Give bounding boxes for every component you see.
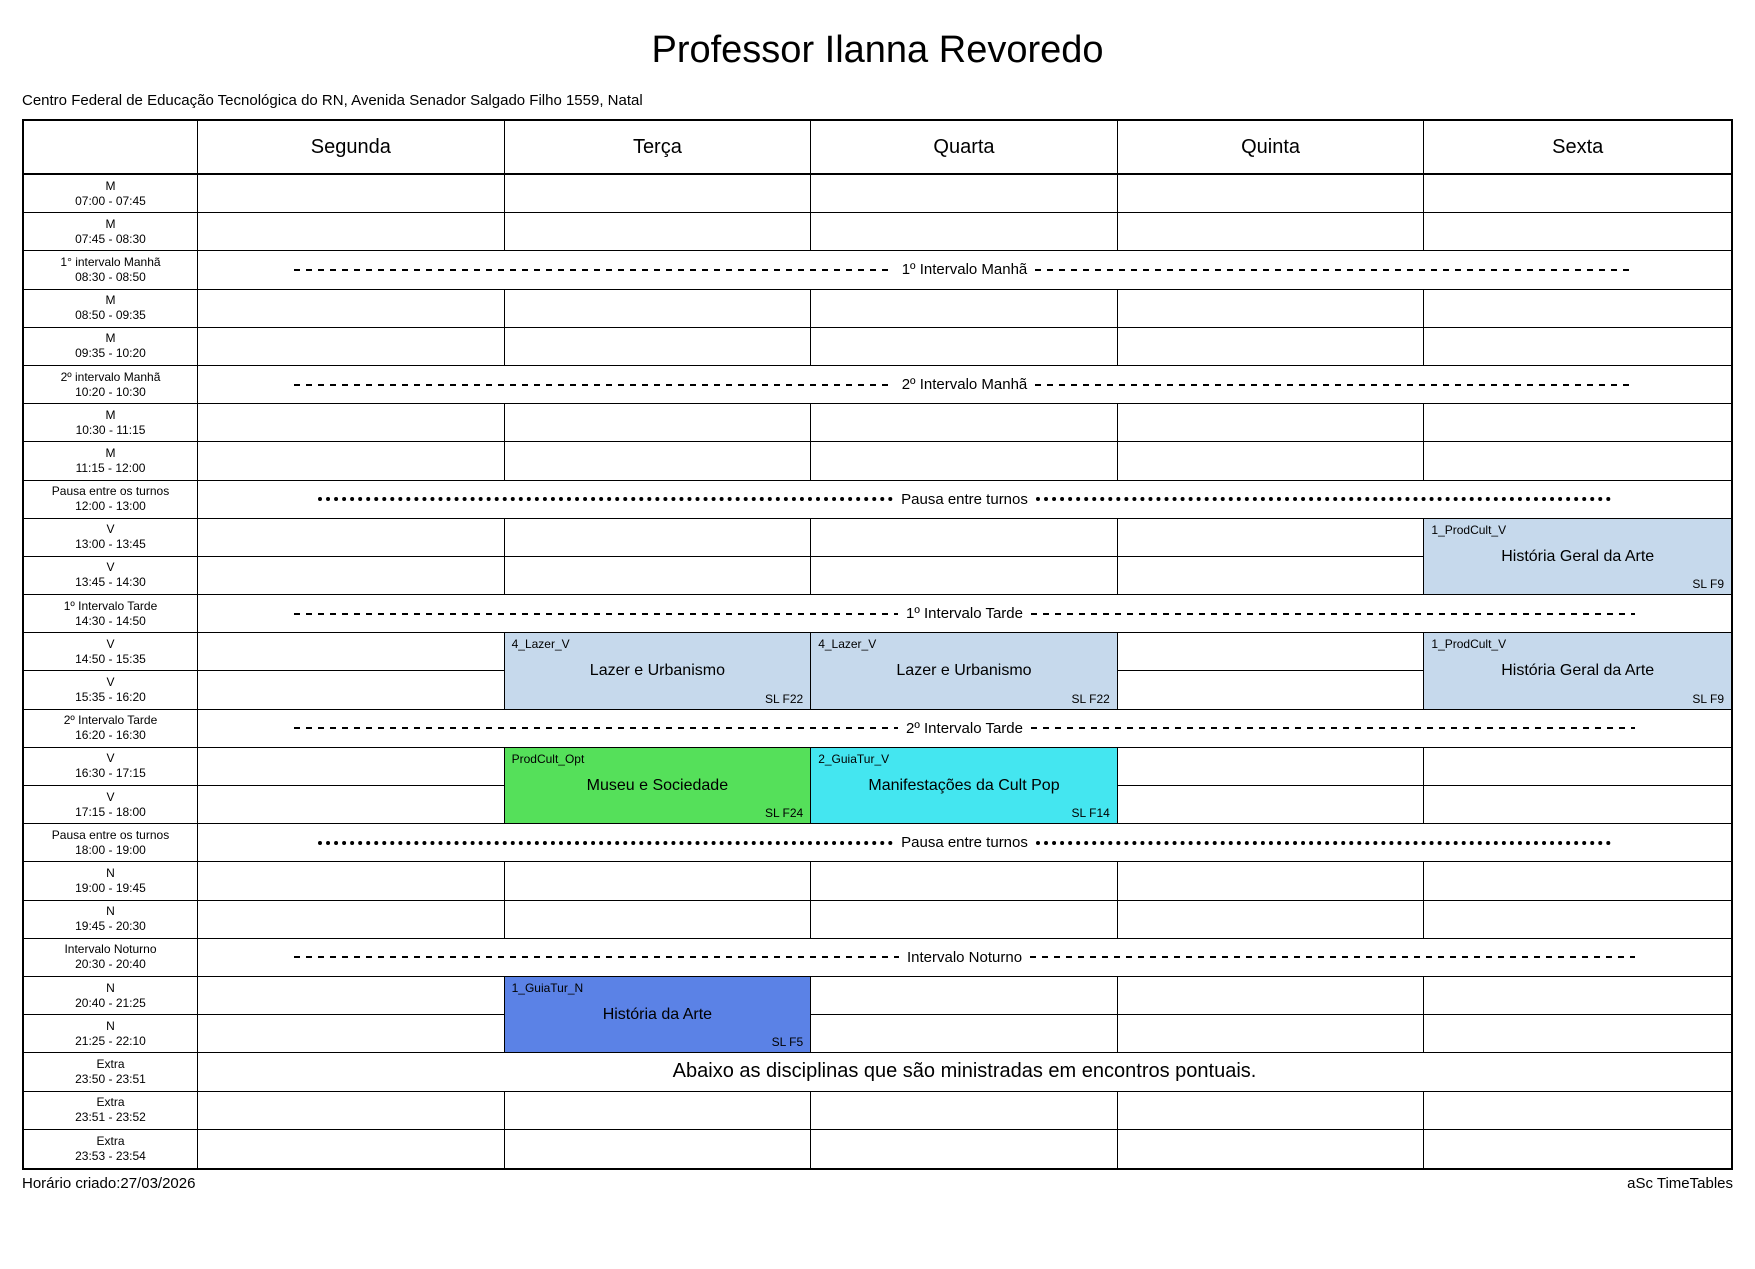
- empty-cell: [1424, 786, 1731, 824]
- empty-cell: [198, 557, 505, 595]
- lesson-subject: História Geral da Arte: [1501, 662, 1655, 680]
- empty-cell: [1424, 1092, 1731, 1130]
- dotted-line: [1036, 497, 1611, 501]
- empty-cell: [505, 290, 812, 328]
- day-header-sexta: Sexta: [1424, 121, 1731, 175]
- empty-cell: [198, 213, 505, 251]
- empty-cell: [1118, 557, 1425, 595]
- empty-cell: [811, 290, 1118, 328]
- time-slot: 1° intervalo Manhã 08:30 - 08:50: [24, 251, 198, 289]
- empty-cell: [505, 442, 812, 480]
- empty-cell: [811, 557, 1118, 595]
- empty-cell: [1118, 1092, 1425, 1130]
- empty-cell: [811, 175, 1118, 213]
- dashed-line: [294, 613, 898, 615]
- timetable-grid: [22, 119, 1733, 1170]
- empty-cell: [1118, 1130, 1425, 1168]
- empty-cell: [505, 328, 812, 366]
- lesson-tag: 4_Lazer_V: [511, 637, 570, 652]
- empty-cell: [198, 290, 505, 328]
- empty-cell: [198, 519, 505, 557]
- empty-cell: [1118, 519, 1425, 557]
- separator-intervalo-tarde-2: 2º Intervalo Tarde: [198, 710, 1731, 748]
- lesson-room: SL F24: [764, 806, 804, 821]
- lesson-room: SL F5: [771, 1035, 804, 1050]
- empty-cell: [811, 1130, 1118, 1168]
- time-slot: Pausa entre os turnos 18:00 - 19:00: [24, 824, 198, 862]
- lesson-room: SL F22: [1071, 691, 1110, 706]
- time-slot: V 15:35 - 16:20: [24, 671, 198, 709]
- empty-cell: [198, 862, 505, 900]
- empty-cell: [811, 977, 1118, 1015]
- time-slot: Intervalo Noturno 20:30 - 20:40: [24, 939, 198, 977]
- empty-cell: [1118, 977, 1425, 1015]
- empty-cell: [1424, 442, 1731, 480]
- empty-cell: [505, 213, 812, 251]
- empty-cell: [1118, 671, 1425, 709]
- dotted-line: [318, 841, 893, 845]
- empty-cell: [1118, 442, 1425, 480]
- page-title: Professor Ilanna Revoredo: [651, 29, 1104, 71]
- empty-cell: [198, 328, 505, 366]
- lesson-lazer-urbanismo-quarta[interactable]: [811, 633, 1118, 709]
- time-slot: V 17:15 - 18:00: [24, 786, 198, 824]
- separator-pausa-turnos-1: Pausa entre turnos: [198, 481, 1731, 519]
- empty-cell: [505, 175, 812, 213]
- empty-cell: [198, 977, 505, 1015]
- lesson-tag: 4_Lazer_V: [818, 637, 877, 652]
- empty-cell: [811, 213, 1118, 251]
- lesson-room: SL F9: [1692, 691, 1724, 706]
- empty-cell: [811, 328, 1118, 366]
- empty-cell: [198, 404, 505, 442]
- empty-cell: [811, 862, 1118, 900]
- empty-cell: [198, 901, 505, 939]
- lesson-subject: Manifestações da Cult Pop: [868, 777, 1060, 794]
- lesson-tag: 1_ProdCult_V: [1431, 522, 1507, 537]
- empty-cell: [198, 1092, 505, 1130]
- lesson-subject: História Geral da Arte: [1501, 547, 1655, 565]
- separator-intervalo-noturno: Intervalo Noturno: [198, 939, 1731, 977]
- separator-intervalo-tarde-1: 1º Intervalo Tarde: [198, 595, 1731, 633]
- time-slot: V 13:00 - 13:45: [24, 519, 198, 557]
- lesson-manifestacoes-cult-pop-quarta[interactable]: [811, 748, 1118, 824]
- lesson-room: SL F14: [1071, 806, 1110, 821]
- empty-cell: [1118, 175, 1425, 213]
- empty-cell: [1424, 1130, 1731, 1168]
- time-slot: M 08:50 - 09:35: [24, 290, 198, 328]
- time-slot: V 16:30 - 17:15: [24, 748, 198, 786]
- empty-cell: [1118, 290, 1425, 328]
- dotted-line: [318, 497, 893, 501]
- empty-cell: [1118, 328, 1425, 366]
- empty-cell: [1424, 328, 1731, 366]
- time-slot: Extra 23:50 - 23:51: [24, 1053, 198, 1091]
- empty-cell: [198, 748, 505, 786]
- time-slot: V 14:50 - 15:35: [24, 633, 198, 671]
- lesson-subject: História da Arte: [602, 1006, 713, 1024]
- lesson-historia-geral-arte-sexta-1300[interactable]: [1424, 519, 1731, 595]
- lesson-tag: 2_GuiaTur_V: [818, 751, 890, 766]
- dashed-line: [1035, 269, 1635, 271]
- separator-pausa-turnos-2: Pausa entre turnos: [198, 824, 1731, 862]
- empty-cell: [1118, 213, 1425, 251]
- empty-cell: [1424, 213, 1731, 251]
- dashed-line: [1031, 613, 1635, 615]
- empty-cell: [1118, 786, 1425, 824]
- lesson-historia-da-arte-terca[interactable]: [505, 977, 812, 1053]
- empty-cell: [505, 557, 812, 595]
- lesson-tag: 1_ProdCult_V: [1431, 637, 1507, 652]
- time-slot: N 21:25 - 22:10: [24, 1015, 198, 1053]
- empty-cell: [1118, 404, 1425, 442]
- day-header-quinta: Quinta: [1118, 121, 1425, 175]
- empty-cell: [811, 404, 1118, 442]
- day-header-quarta: Quarta: [811, 121, 1118, 175]
- school-address: Centro Federal de Educação Tecnológica do RN, Avenida Senador Salgado Filho 1559, Natal: [22, 92, 643, 109]
- empty-cell: [1424, 862, 1731, 900]
- empty-cell: [811, 1092, 1118, 1130]
- empty-cell: [1424, 175, 1731, 213]
- time-slot: Pausa entre os turnos 12:00 - 13:00: [24, 481, 198, 519]
- empty-cell: [505, 901, 812, 939]
- separator-intervalo-manha-2: 2º Intervalo Manhã: [198, 366, 1731, 404]
- time-slot: Extra 23:51 - 23:52: [24, 1092, 198, 1130]
- dotted-line: [1036, 841, 1611, 845]
- empty-cell: [1118, 901, 1425, 939]
- day-header-segunda: Segunda: [198, 121, 505, 175]
- empty-cell: [1424, 404, 1731, 442]
- time-slot: 2º Intervalo Tarde 16:20 - 16:30: [24, 710, 198, 748]
- empty-cell: [505, 1092, 812, 1130]
- separator-intervalo-manha-1: 1º Intervalo Manhã: [198, 251, 1731, 289]
- time-slot: M 07:45 - 08:30: [24, 213, 198, 251]
- day-header-terca: Terça: [505, 121, 812, 175]
- dashed-line: [1031, 727, 1635, 729]
- empty-cell: [505, 519, 812, 557]
- time-slot: M 09:35 - 10:20: [24, 328, 198, 366]
- lesson-lazer-urbanismo-terca[interactable]: [505, 633, 812, 709]
- dashed-line: [294, 727, 898, 729]
- lesson-tag: ProdCult_Opt: [511, 751, 585, 766]
- corner-cell: [24, 121, 198, 175]
- dashed-line: [294, 269, 894, 271]
- dashed-line: [294, 956, 899, 958]
- empty-cell: [1118, 633, 1425, 671]
- empty-cell: [811, 901, 1118, 939]
- time-slot: 1º Intervalo Tarde 14:30 - 14:50: [24, 595, 198, 633]
- empty-cell: [198, 671, 505, 709]
- empty-cell: [1118, 862, 1425, 900]
- empty-cell: [198, 175, 505, 213]
- time-slot: M 10:30 - 11:15: [24, 404, 198, 442]
- empty-cell: [198, 1130, 505, 1168]
- time-slot: N 20:40 - 21:25: [24, 977, 198, 1015]
- time-slot: N 19:00 - 19:45: [24, 862, 198, 900]
- empty-cell: [1424, 1015, 1731, 1053]
- time-slot: M 07:00 - 07:45: [24, 175, 198, 213]
- time-slot: M 11:15 - 12:00: [24, 442, 198, 480]
- time-slot: N 19:45 - 20:30: [24, 901, 198, 939]
- empty-cell: [811, 519, 1118, 557]
- time-slot: V 13:45 - 14:30: [24, 557, 198, 595]
- lesson-subject: Museu e Sociedade: [586, 777, 729, 794]
- empty-cell: [811, 442, 1118, 480]
- empty-cell: [505, 1130, 812, 1168]
- empty-cell: [198, 786, 505, 824]
- time-slot: Extra 23:53 - 23:54: [24, 1130, 198, 1168]
- empty-cell: [1424, 290, 1731, 328]
- note-row: Abaixo as disciplinas que são ministradas em encontros pontuais.: [198, 1053, 1731, 1091]
- lesson-room: SL F22: [764, 691, 804, 706]
- empty-cell: [505, 862, 812, 900]
- asc-timetables-credit: aSc TimeTables: [1627, 1174, 1733, 1192]
- lesson-historia-geral-arte-sexta-1450[interactable]: [1424, 633, 1731, 709]
- lesson-room: SL F9: [1692, 577, 1724, 592]
- created-date: Horário criado:27/03/2026: [22, 1174, 196, 1192]
- empty-cell: [811, 1015, 1118, 1053]
- lesson-subject: Lazer e Urbanismo: [589, 662, 725, 680]
- lesson-museu-sociedade-terca[interactable]: [505, 748, 812, 824]
- dashed-line: [1035, 384, 1635, 386]
- empty-cell: [198, 633, 505, 671]
- empty-cell: [1424, 748, 1731, 786]
- empty-cell: [505, 404, 812, 442]
- empty-cell: [1118, 1015, 1425, 1053]
- lesson-subject: Lazer e Urbanismo: [896, 662, 1032, 680]
- empty-cell: [1118, 748, 1425, 786]
- empty-cell: [198, 1015, 505, 1053]
- empty-cell: [1424, 901, 1731, 939]
- time-slot: 2º intervalo Manhã 10:20 - 10:30: [24, 366, 198, 404]
- page-footer: [22, 1175, 1733, 1192]
- lesson-tag: 1_GuiaTur_N: [511, 980, 584, 995]
- empty-cell: [198, 442, 505, 480]
- dashed-line: [1030, 956, 1635, 958]
- dashed-line: [294, 384, 894, 386]
- empty-cell: [1424, 977, 1731, 1015]
